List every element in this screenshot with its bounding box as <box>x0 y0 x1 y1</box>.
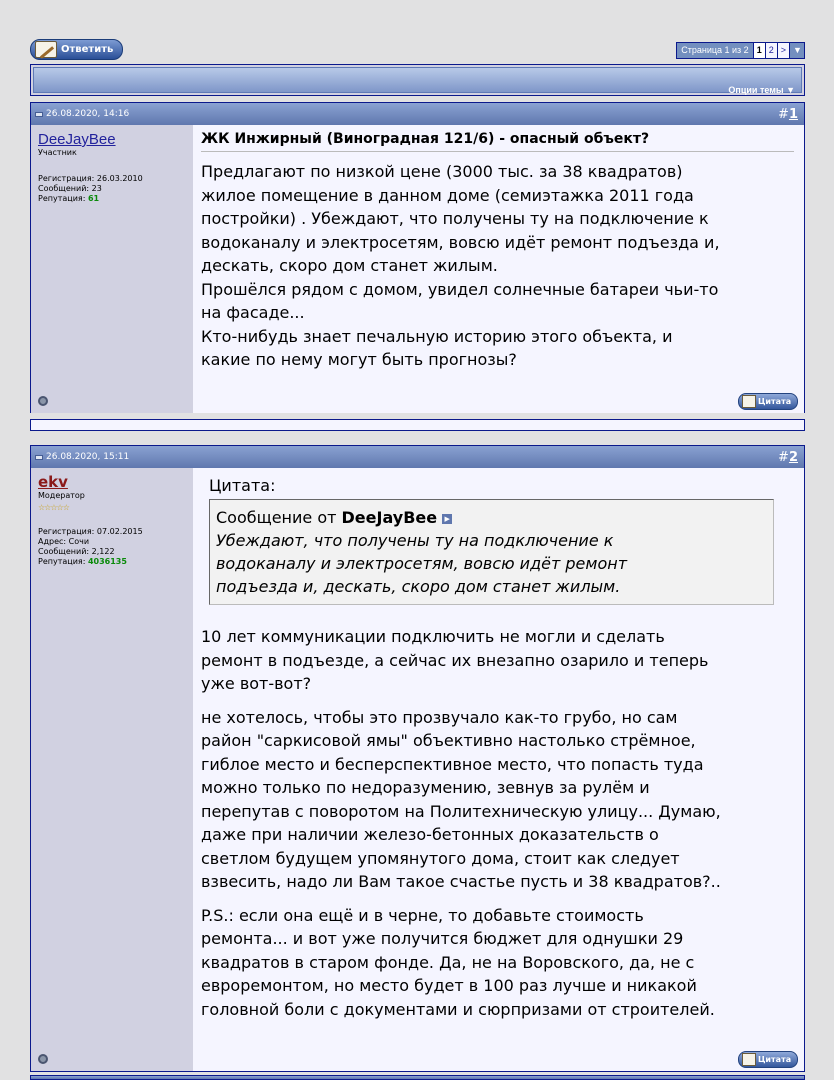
post-icon <box>35 455 43 460</box>
post-2 <box>30 445 805 1072</box>
user-title: Модератор <box>38 491 85 500</box>
post-separator <box>30 419 805 431</box>
thread-options-bar <box>30 64 805 96</box>
reply-button[interactable]: Ответить <box>30 39 123 60</box>
quoted-author: DeeJayBee <box>341 508 438 527</box>
post-text: Предлагают по низкой цене (3000 тыс. за 38 квадратов) жилое помещение в данном доме (семиэтажка 2011 года постройки) . Убеждают, что получены ту на подключение к водоканалу и электросетям, вовсю идёт ремонт подъезда и, дескать, скоро дом станет жилым. Прошёлся рядом с домом, увидел солнечные батареи чьи-то на фасаде... Кто-нибудь знает печальную историю этого объекта, и какие по нему могут быть прогнозы? <box>201 162 720 369</box>
forum-page <box>30 0 805 1080</box>
username-link[interactable]: DeeJayBee <box>38 131 116 148</box>
post-message <box>193 125 804 389</box>
post-header <box>31 446 804 468</box>
messages-count: Сообщений: 2,122 <box>38 547 115 556</box>
quote-box: Сообщение от DeeJayBee ▶ Убеждают, что получены ту на подключение к водоканалу и электросетям, вовсю идёт ремонт подъезда и, дескать, скоро дом станет жилым. <box>209 499 774 605</box>
page-2-link[interactable]: 2 <box>765 43 777 58</box>
next-post-header <box>30 1075 805 1080</box>
post-text: 10 лет коммуникации подключить не могли и сделать ремонт в подъезде, а сейчас их внезапно озарило и теперь уже вот-вот? не хотелось, чтобы это прозвучало как-то грубо, но сам район "саркисовой ямы" объективно настолько стрёмное, гиблое место и бесперспективное место, что попасть туда можно только по недоразумению, зевнув за рулём и перепутав с поворотом на Политехническую улицу... Думаю, даже при наличии железо-бетонных доказательств о светлом будущем упомянутого дома, стоит как следует взвесить, надо ли Вам такое счастье пусть и 38 квадратов?.. P.S.: если она ещё и в черне, то добавьте стоимость ремонта... и вот уже получится бюджет для однушки 29 квадратов в старом фонде. Да, не на Воровского, да, не с евроремонтом, но место будет в 100 раз лучше и никакой головной боли с документами и сюрпризами от строителей. <box>201 627 721 1019</box>
offline-status-icon <box>38 1054 48 1064</box>
quote-button[interactable]: Цитата <box>738 1051 798 1068</box>
page-label[interactable]: Страница 1 из 2 <box>677 43 752 58</box>
quote-block <box>201 468 794 605</box>
post-number[interactable]: #1 <box>778 106 798 122</box>
username-link[interactable]: ekv <box>38 473 68 491</box>
user-title: Участник <box>38 148 77 157</box>
thread-options-button[interactable]: Опции темы ▼ <box>728 85 795 95</box>
post-number[interactable]: #2 <box>778 449 798 465</box>
user-address: Адрес: Сочи <box>38 537 90 546</box>
messages-count: Сообщений: 23 <box>38 184 102 193</box>
top-toolbar <box>30 38 805 62</box>
post-date: 26.08.2020, 14:16 <box>46 109 130 119</box>
post-1 <box>30 102 805 413</box>
view-post-icon[interactable]: ▶ <box>442 514 452 524</box>
post-icon <box>35 112 43 117</box>
registration-date: Регистрация: 26.03.2010 <box>38 174 143 183</box>
page-menu-arrow-icon[interactable]: ▼ <box>789 43 804 58</box>
offline-status-icon <box>38 396 48 406</box>
registration-date: Регистрация: 07.02.2015 <box>38 527 143 536</box>
rank-stars-icon: ☆☆☆☆☆ <box>38 503 69 512</box>
post-title: ЖК Инжирный (Виноградная 121/6) - опасный объект? <box>201 131 794 152</box>
user-info <box>31 468 193 1047</box>
user-info <box>31 125 193 389</box>
reputation: Репутация: 61 <box>38 194 100 203</box>
post-date: 26.08.2020, 15:11 <box>46 452 130 462</box>
page-navigation <box>676 42 805 59</box>
reputation: Репутация: 4036135 <box>38 557 127 566</box>
reply-pen-icon <box>35 41 57 58</box>
quote-label: Цитата: <box>209 476 276 495</box>
post-header <box>31 103 804 125</box>
quote-pen-icon <box>742 395 756 408</box>
next-page-link[interactable]: > <box>777 43 789 58</box>
post-message <box>193 468 804 1047</box>
quote-pen-icon <box>742 1053 756 1066</box>
quote-button[interactable]: Цитата <box>738 393 798 410</box>
page-1: 1 <box>753 43 765 58</box>
